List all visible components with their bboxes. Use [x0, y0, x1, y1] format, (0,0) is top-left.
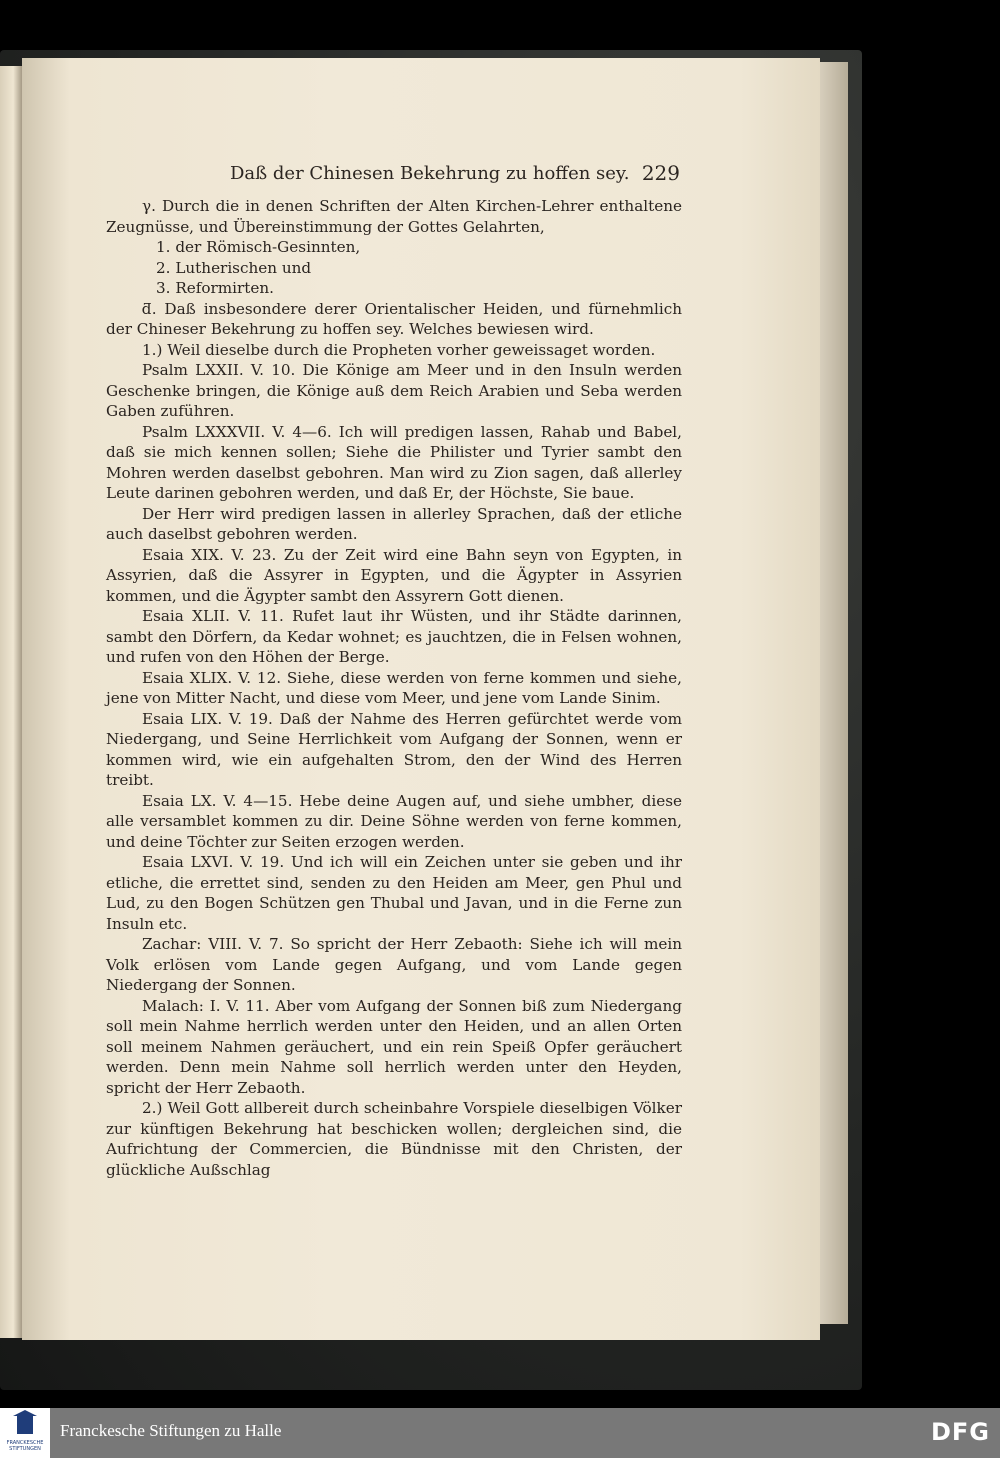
paragraph: Malach: I. V. 11. Aber vom Aufgang der Sonnen biß zum Niedergang soll mein Nahme herrlich werden unter den Heiden, und an allen Orten soll meinem Nahmen geräuchert, und ein rein Speiß Opfer geräuchert werden. Denn mein Nahme soll herrlich werden unter den Heyden, spricht der Herr Zebaoth.: [106, 996, 682, 1097]
paragraph: Esaia XLIX. V. 12. Siehe, diese werden von ferne kommen und siehe, jene von Mitter Nacht, und diese vom Meer, und jene vom Lande Sinim.: [106, 668, 682, 707]
paragraph: Esaia LIX. V. 19. Daß der Nahme des Herren gefürchtet werde vom Niedergang, und Seine Herrlichkeit vom Aufgang der Sonnen, wenn er kommen wird, wie ein aufgehalten Strom, den der Wind des Herren treibt.: [106, 709, 682, 789]
paragraph: γ. Durch die in denen Schriften der Alten Kirchen-Lehrer enthaltene Zeugnüsse, und Übereinstimmung der Gottes Gelahrten,: [106, 197, 682, 236]
page-body: [106, 196, 682, 1180]
page-header: [230, 161, 680, 191]
page-number: 229: [641, 161, 680, 185]
viewer-footer: [0, 1408, 1000, 1458]
left-page-edge: [0, 66, 22, 1338]
list-item: 1. der Römisch-Gesinnten,: [156, 238, 361, 256]
paragraph: Zachar: VIII. V. 7. So spricht der Herr Zebaoth: Siehe ich will mein Volk erlösen vom Lande gegen Aufgang, und vom Lande gegen Niedergang der Sonnen.: [106, 935, 682, 994]
paragraph: 2.) Weil Gott allbereit durch scheinbahre Vorspiele dieselbigen Völker zur künftigen Bekehrung hat beschicken wollen; dergleichen sind, die Aufrichtung der Commercien, die Bündnisse mit den Christen, der glückliche Außschlag: [106, 1099, 682, 1179]
institution-link[interactable]: Franckesche Stiftungen zu Halle: [60, 1421, 282, 1440]
franckesche-logo-icon[interactable]: [0, 1408, 50, 1458]
list-item: 3. Reformirten.: [156, 279, 274, 297]
paragraph: Esaia LX. V. 4—15. Hebe deine Augen auf, und siehe umbher, diese alle versamblet kommen zu dir. Deine Söhne werden von ferne kommen, und deine Töchter zur Seiten erzogen werden.: [106, 791, 682, 851]
dfg-logo-icon[interactable]: DFG: [930, 1418, 990, 1446]
paragraph: Esaia XIX. V. 23. Zu der Zeit wird eine Bahn seyn von Egypten, in Assyrien, daß die Assyrer in Egypten, und die Ägypter in Assyrien kommen, und die Ägypter sambt den Assyrern Gott dienen.: [106, 545, 682, 605]
list-item: 2. Lutherischen und: [156, 258, 312, 277]
paragraph: Psalm LXXXVII. V. 4—6. Ich will predigen lassen, Rahab und Babel, daß sie mich kennen sollen; Siehe die Philister und Tyrier sambt den Mohren werden daselbst gebohren. Man wird zu Zion sagen, daß allerley Leute darinen gebohren werden, und daß Er, der Höchste, Sie baue.: [106, 422, 682, 502]
paragraph: ƌ. Daß insbesondere derer Orientalischer Heiden, und fürnehmlich der Chineser Bekehrung zu hoffen sey. Welches bewiesen wird.: [106, 299, 682, 338]
running-head: Daß der Chinesen Bekehrung zu hoffen sey.: [230, 163, 630, 184]
logo-building: [17, 1414, 33, 1434]
paragraph: Der Herr wird predigen lassen in allerley Sprachen, daß der etliche auch daselbst gebohren werden.: [106, 504, 682, 543]
paragraph: Esaia LXVI. V. 19. Und ich will ein Zeichen unter sie geben und ihr etliche, die errettet sind, senden zu den Heiden am Meer, gen Phul und Lud, zu den Bogen Schützen gen Thubal und Javan, und in die Ferne zun Insuln etc.: [106, 853, 682, 933]
paragraph: Esaia XLII. V. 11. Rufet laut ihr Wüsten, und ihr Städte darinnen, sambt den Dörfern, da Kedar wohnet; es jauchtzen, die in Felsen wohnen, und rufen von den Höhen der Berge.: [106, 607, 682, 666]
paragraph: 1.) Weil dieselbe durch die Propheten vorher geweissaget worden.: [142, 340, 656, 359]
logo-text: FRANCKESCHE STIFTUNGEN: [6, 1440, 44, 1452]
paragraph: Psalm LXXII. V. 10. Die Könige am Meer und in den Insuln werden Geschenke bringen, die Könige auß dem Reich Arabien und Seba werden Gaben zuführen.: [106, 361, 682, 420]
